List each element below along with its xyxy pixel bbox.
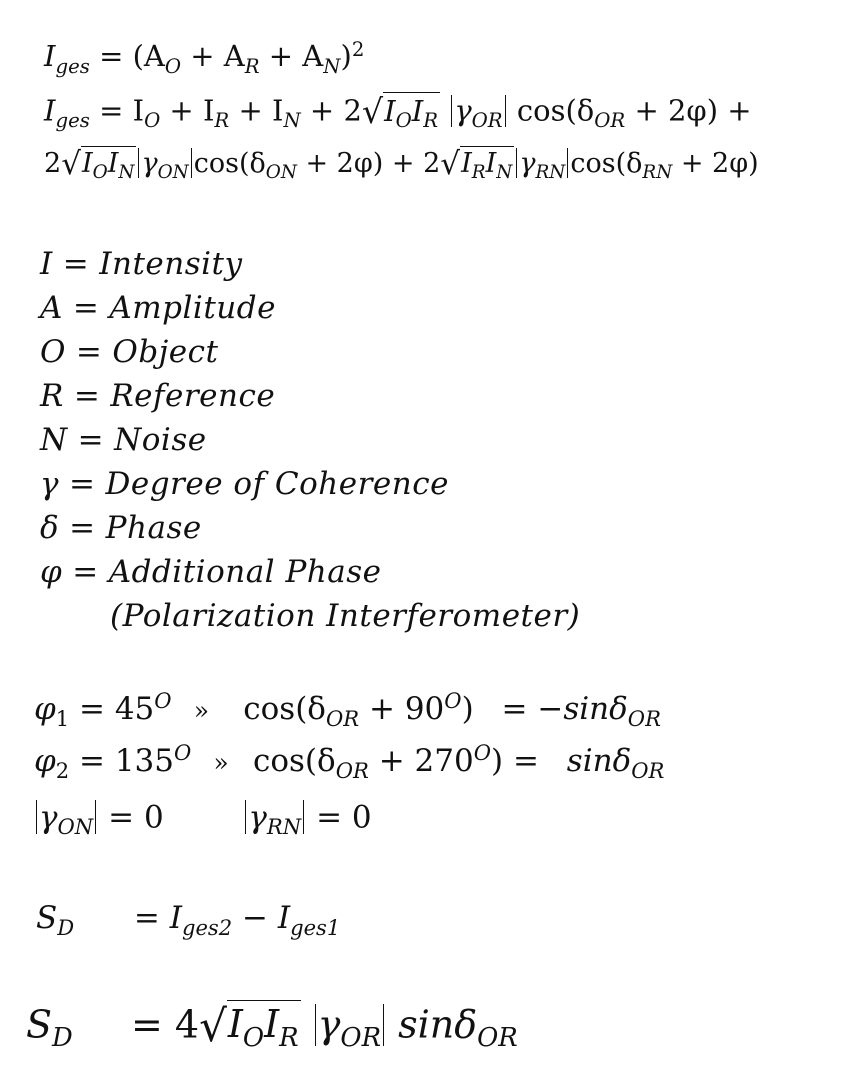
signal-difference-equation: $S_D = I_{ges2} - I_{ges1}$	[36, 900, 341, 941]
legend-continuation: (Polarization Interferometer)	[110, 598, 581, 634]
legend-item: I = Intensity	[40, 246, 243, 282]
legend-item: A = Amplitude	[40, 290, 276, 326]
square-root: $√I_OI_R$	[361, 92, 439, 133]
square-root: $√I_RI_N$	[440, 146, 513, 183]
equation-intensity-amplitude: $I_{ges} = (A_O + A_R + A_N)^2$	[44, 38, 365, 78]
legend-item: O = Object	[40, 334, 219, 370]
legend-item: N = Noise	[40, 422, 207, 458]
square-root: $√I_OI_R$	[199, 1000, 299, 1054]
phase-row-1: $\varphi_1 = 45^O$ » $\cos(\delta_{OR} + 90^O) = -\sin\delta_{OR}$	[34, 688, 661, 732]
coherence-zero-row: $\gamma_{ON} = 0$ $\gamma_{RN} = 0$	[34, 800, 372, 834]
equation-intensity-expanded: $I_{ges} = I_O + I_R + I_N + 2√I_OI_R$ $\gamma_{OR}$ $\cos(\delta_{OR} + 2\varphi)$ +	[44, 92, 752, 133]
legend-item: R = Reference	[40, 378, 276, 414]
legend-item: φ = Additional Phase	[40, 554, 382, 590]
phase-row-2: $\varphi_2 = 135^O$ » $\cos(\delta_{OR} + 270^O) = \sin\delta_{OR}$	[34, 740, 665, 784]
signal-difference-result: $S_D = 4√I_OI_R$ $\gamma_{OR}$ sinδ$_{OR}$	[26, 1000, 518, 1054]
equation-intensity-continued: $2√I_OI_N$ $\gamma_{ON}$ $\cos(\delta_{ON} + 2\varphi) + 2√I_RI_N$ $\gamma_{RN}$ $\cos(\delta_{RN} + 2\varphi)$	[44, 146, 759, 183]
legend-item: γ = Degree of Coherence	[40, 466, 449, 502]
legend-item: δ = Phase	[40, 510, 202, 546]
square-root: $√I_OI_N$	[61, 146, 135, 183]
